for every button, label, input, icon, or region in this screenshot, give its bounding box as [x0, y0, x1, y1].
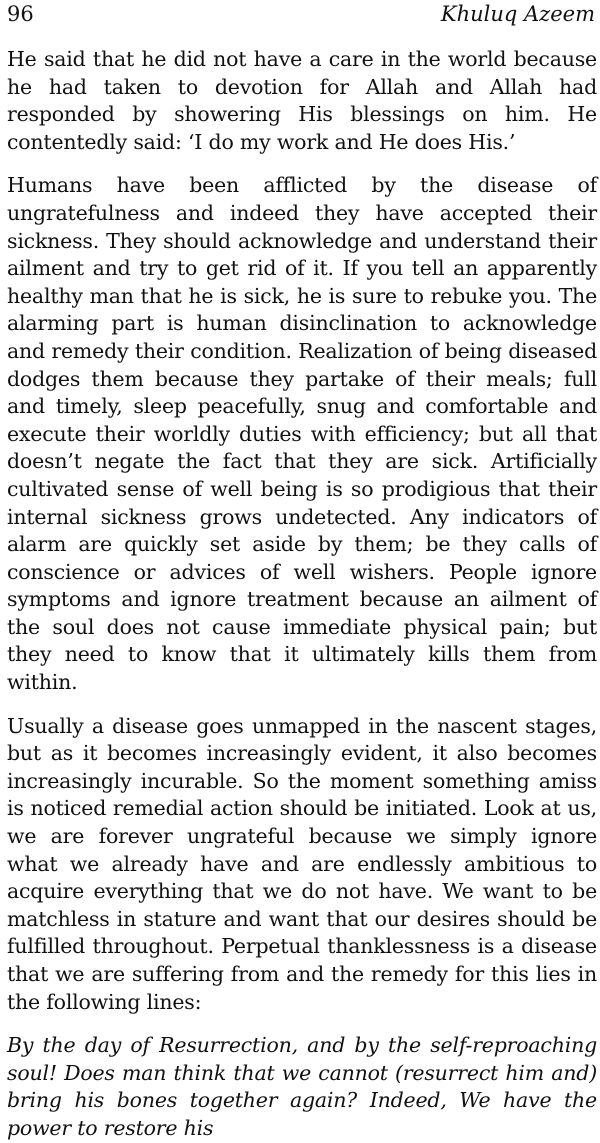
- page-body: [7, 46, 597, 1143]
- quran-quote: By the day of Resurrection, and by the self-reproaching soul! Does man think that we cannot (resurrect him and) bring his bones together again? Indeed, We have the power to restore his: [7, 1033, 597, 1140]
- paragraph-1: He said that he did not have a care in the world because he had taken to devotion for Allah and Allah had responded by showering His blessings on him. He contentedly said: ‘I do my work and He does His.’: [7, 47, 597, 154]
- paragraph-3: Usually a disease goes unmapped in the nascent stages, but as it becomes increasingly evident, it also becomes increasingly incurable. So the moment something amiss is noticed remedial action should be initiated. Look at us, we are forever ungrateful because we simply ignore what we already have and are endlessly ambitious to acquire everything that we do not have. We want to be matchless in stature and want that our desires should be fulfilled throughout. Perpetual thanklessness is a disease that we are suffering from and the remedy for this lies in the following lines:: [7, 713, 597, 1014]
- book-page: [7, 0, 597, 1140]
- page-number: 96: [7, 2, 34, 26]
- running-header: [7, 0, 597, 40]
- book-title: Khuluq Azeem: [440, 2, 595, 26]
- paragraph-2: Humans have been afflicted by the disease of ungratefulness and indeed they have accepted their sickness. They should acknowledge and understand their ailment and try to get rid of it. If you tell an apparently healthy man that he is sick, he is sure to rebuke you. The alarming part is human disinclination to acknowledge and remedy their condition. Realization of being diseased dodges them because they partake of their meals; full and timely, sleep peacefully, snug and comfortable and execute their worldly duties with efficiency; but all that doesn’t negate the fact that they are sick. Artificially cultivated sense of well being is so prodigious that their internal sickness grows undetected. Any indicators of alarm are quickly set aside by them; be they calls of conscience or advices of well wishers. People ignore symptoms and ignore treatment because an ailment of the soul does not cause immediate physical pain; but they need to know that it ultimately kills them from within.: [7, 173, 597, 695]
